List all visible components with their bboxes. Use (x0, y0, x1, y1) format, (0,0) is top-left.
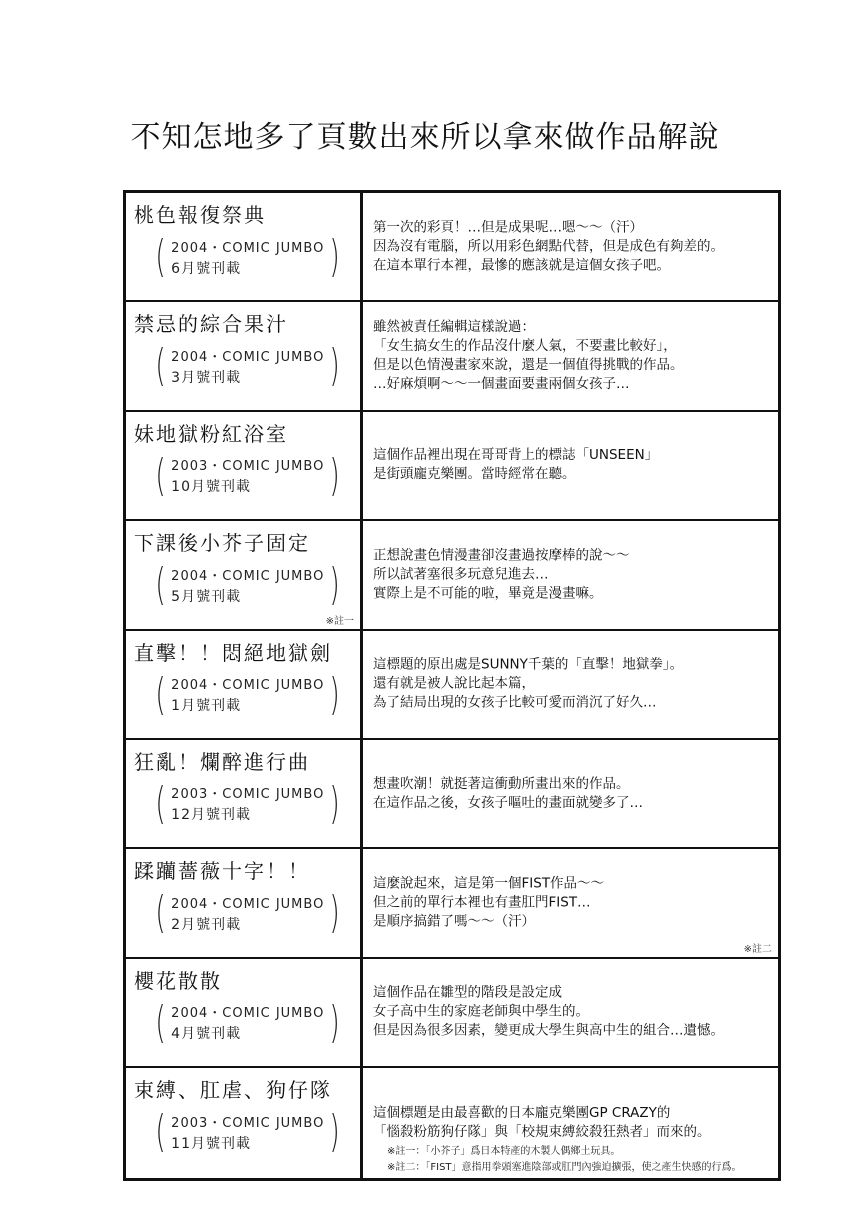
publication-magazine: 2003・COMIC JUMBO (171, 1115, 325, 1131)
close-paren: ) (329, 231, 341, 282)
publication-issue: 6月號刊載 (171, 260, 242, 277)
open-paren: ( (155, 340, 166, 392)
comment-line: 還有就是被人說比起本篇， (373, 675, 535, 692)
publication-magazine: 2003・COMIC JUMBO (171, 787, 325, 803)
note-tag: ※註二 (743, 943, 772, 955)
publication-issue: 1月號刊載 (171, 698, 242, 715)
publication-issue: 3月號刊載 (171, 369, 242, 386)
publication-info (152, 777, 344, 829)
work-info (126, 740, 363, 847)
publication-magazine: 2004・COMIC JUMBO (171, 349, 325, 365)
work-title: 櫻花散散 (134, 968, 222, 993)
comment-line: 因為沒有電腦，所以用彩色網點代替，但是成色有夠差的。 (373, 238, 724, 255)
publication-info (152, 1106, 344, 1158)
work-title: 狂亂！爛醉進行曲 (134, 749, 310, 774)
comment-line: 正想說畫色情漫畫卻沒畫過按摩棒的說～～ (373, 547, 630, 564)
publication-issue: 11月號刊載 (171, 1135, 251, 1152)
comment-line: 這個作品裡出現在哥哥背上的標誌「UNSEEN」 (373, 447, 659, 464)
publication-info (152, 340, 344, 392)
work-title: 禁忌的綜合果汁 (134, 312, 288, 337)
publication-magazine: 2004・COMIC JUMBO (171, 1006, 325, 1022)
publication-issue: 5月號刊載 (171, 588, 242, 605)
work-info (126, 193, 363, 300)
table-row (126, 631, 778, 740)
close-paren: ) (329, 1106, 341, 1158)
work-info (126, 631, 363, 738)
comment-line: 實際上是不可能的啦，畢竟是漫畫嘛。 (373, 585, 603, 602)
work-comment (363, 631, 778, 738)
comment-line: 女子高中生的家庭老師與中學生的。 (373, 1003, 589, 1020)
open-paren: ( (155, 996, 166, 1048)
page-title: 不知怎地多了頁數出來所以拿來做作品解說 (130, 120, 720, 155)
work-title: 下課後小芥子固定 (134, 531, 310, 556)
work-info (126, 521, 363, 628)
work-title: 束縛、肛虐、狗仔隊 (134, 1078, 332, 1103)
work-info (126, 849, 363, 956)
publication-magazine: 2004・COMIC JUMBO (171, 240, 325, 256)
comment-line: …好麻煩啊～～一個畫面要畫兩個女孩子… (373, 376, 630, 393)
comment-line: 「惱殺粉筋狗仔隊」與「校規束縛絞殺狂熱者」而來的。 (373, 1123, 711, 1140)
footnotes (387, 1144, 742, 1176)
comment-line: 想畫吹潮！就挺著這衝動所畫出來的作品。 (373, 775, 630, 792)
comment-line: 但是以色情漫畫家來說，還是一個值得挑戰的作品。 (373, 357, 684, 374)
table-row (126, 302, 778, 411)
comment-line: 這個作品在雛型的階段是設定成 (373, 984, 562, 1001)
work-comment (363, 302, 778, 409)
work-comment (363, 193, 778, 300)
publication-magazine: 2003・COMIC JUMBO (171, 459, 325, 475)
comment-line: 在這本單行本裡，最慘的應該就是這個女孩子吧。 (373, 257, 670, 274)
comment-line: 所以試著塞很多玩意兒進去… (373, 566, 549, 583)
work-comment (363, 412, 778, 519)
comment-line: 但之前的單行本裡也有畫肛門FIST… (373, 894, 591, 911)
comment-line: 在這作品之後，女孩子嘔吐的畫面就變多了… (373, 794, 643, 811)
publication-info (152, 887, 344, 939)
work-comment (363, 521, 778, 628)
publication-issue: 12月號刊載 (171, 807, 251, 824)
footnote: ※註二：「FIST」意指用拳頭塞進陰部或肛門內強迫擴張，使之產生快感的行爲。 (387, 1162, 742, 1173)
table-row (126, 849, 778, 958)
comment-line: 「女生搞女生的作品沒什麼人氣，不要畫比較好」， (373, 338, 677, 355)
comment-line: 第一次的彩頁！…但是成果呢…嗯～～（汗） (373, 219, 643, 236)
publication-issue: 10月號刊載 (171, 479, 251, 496)
table-row (126, 740, 778, 849)
table-row (126, 959, 778, 1068)
close-paren: ) (329, 559, 341, 611)
work-title: 妹地獄粉紅浴室 (134, 421, 288, 446)
open-paren: ( (155, 668, 166, 720)
publication-issue: 4月號刊載 (171, 1026, 242, 1043)
open-paren: ( (155, 559, 166, 611)
publication-magazine: 2004・COMIC JUMBO (171, 568, 325, 584)
work-title: 直擊！！悶絕地獄劍 (134, 640, 332, 665)
open-paren: ( (155, 231, 166, 282)
publication-magazine: 2004・COMIC JUMBO (171, 896, 325, 912)
work-info (126, 302, 363, 409)
work-comment (363, 849, 778, 956)
publication-info (152, 996, 344, 1048)
work-title: 桃色報復祭典 (134, 203, 266, 227)
publication-info (152, 231, 344, 282)
close-paren: ) (329, 777, 341, 829)
table-row (126, 521, 778, 630)
close-paren: ) (329, 887, 341, 939)
open-paren: ( (155, 1106, 166, 1158)
note-tag: ※註一 (325, 615, 354, 627)
comment-line: 是順序搞錯了嗎～～（汗） (373, 913, 535, 930)
open-paren: ( (155, 777, 166, 829)
open-paren: ( (155, 449, 166, 501)
work-comment (363, 959, 778, 1066)
open-paren: ( (155, 887, 166, 939)
publication-info (152, 668, 344, 720)
table-row (126, 412, 778, 521)
comment-line: 這麼說起來，這是第一個FIST作品～～ (373, 875, 605, 892)
close-paren: ) (329, 996, 341, 1048)
comment-line: 為了結局出現的女孩子比較可愛而消沉了好久… (373, 694, 657, 711)
works-table (123, 190, 781, 1181)
close-paren: ) (329, 449, 341, 501)
close-paren: ) (329, 340, 341, 392)
work-info (126, 412, 363, 519)
comment-line: 這標題的原出處是SUNNY千葉的「直擊！地獄拳」。 (373, 656, 684, 673)
work-info (126, 959, 363, 1066)
work-info (126, 1068, 363, 1177)
publication-magazine: 2004・COMIC JUMBO (171, 678, 325, 694)
comment-line: 但是因為很多因素，變更成大學生與高中生的組合…遺憾。 (373, 1022, 724, 1039)
work-comment (363, 740, 778, 847)
publication-info (152, 449, 344, 501)
footnote: ※註一：「小芥子」爲日本特產的木製人偶鄉土玩具。 (387, 1146, 621, 1157)
close-paren: ) (329, 668, 341, 720)
comment-line: 雖然被責任編輯這樣說過： (373, 319, 535, 336)
comment-line: 是街頭龐克樂團。當時經常在聽。 (373, 466, 576, 483)
comment-line: 這個標題是由最喜歡的日本龐克樂團GP CRAZY的 (373, 1104, 671, 1121)
publication-issue: 2月號刊載 (171, 916, 242, 933)
publication-info (152, 559, 344, 611)
table-row (126, 193, 778, 302)
work-title: 蹂躪薔薇十字！！ (134, 859, 310, 884)
